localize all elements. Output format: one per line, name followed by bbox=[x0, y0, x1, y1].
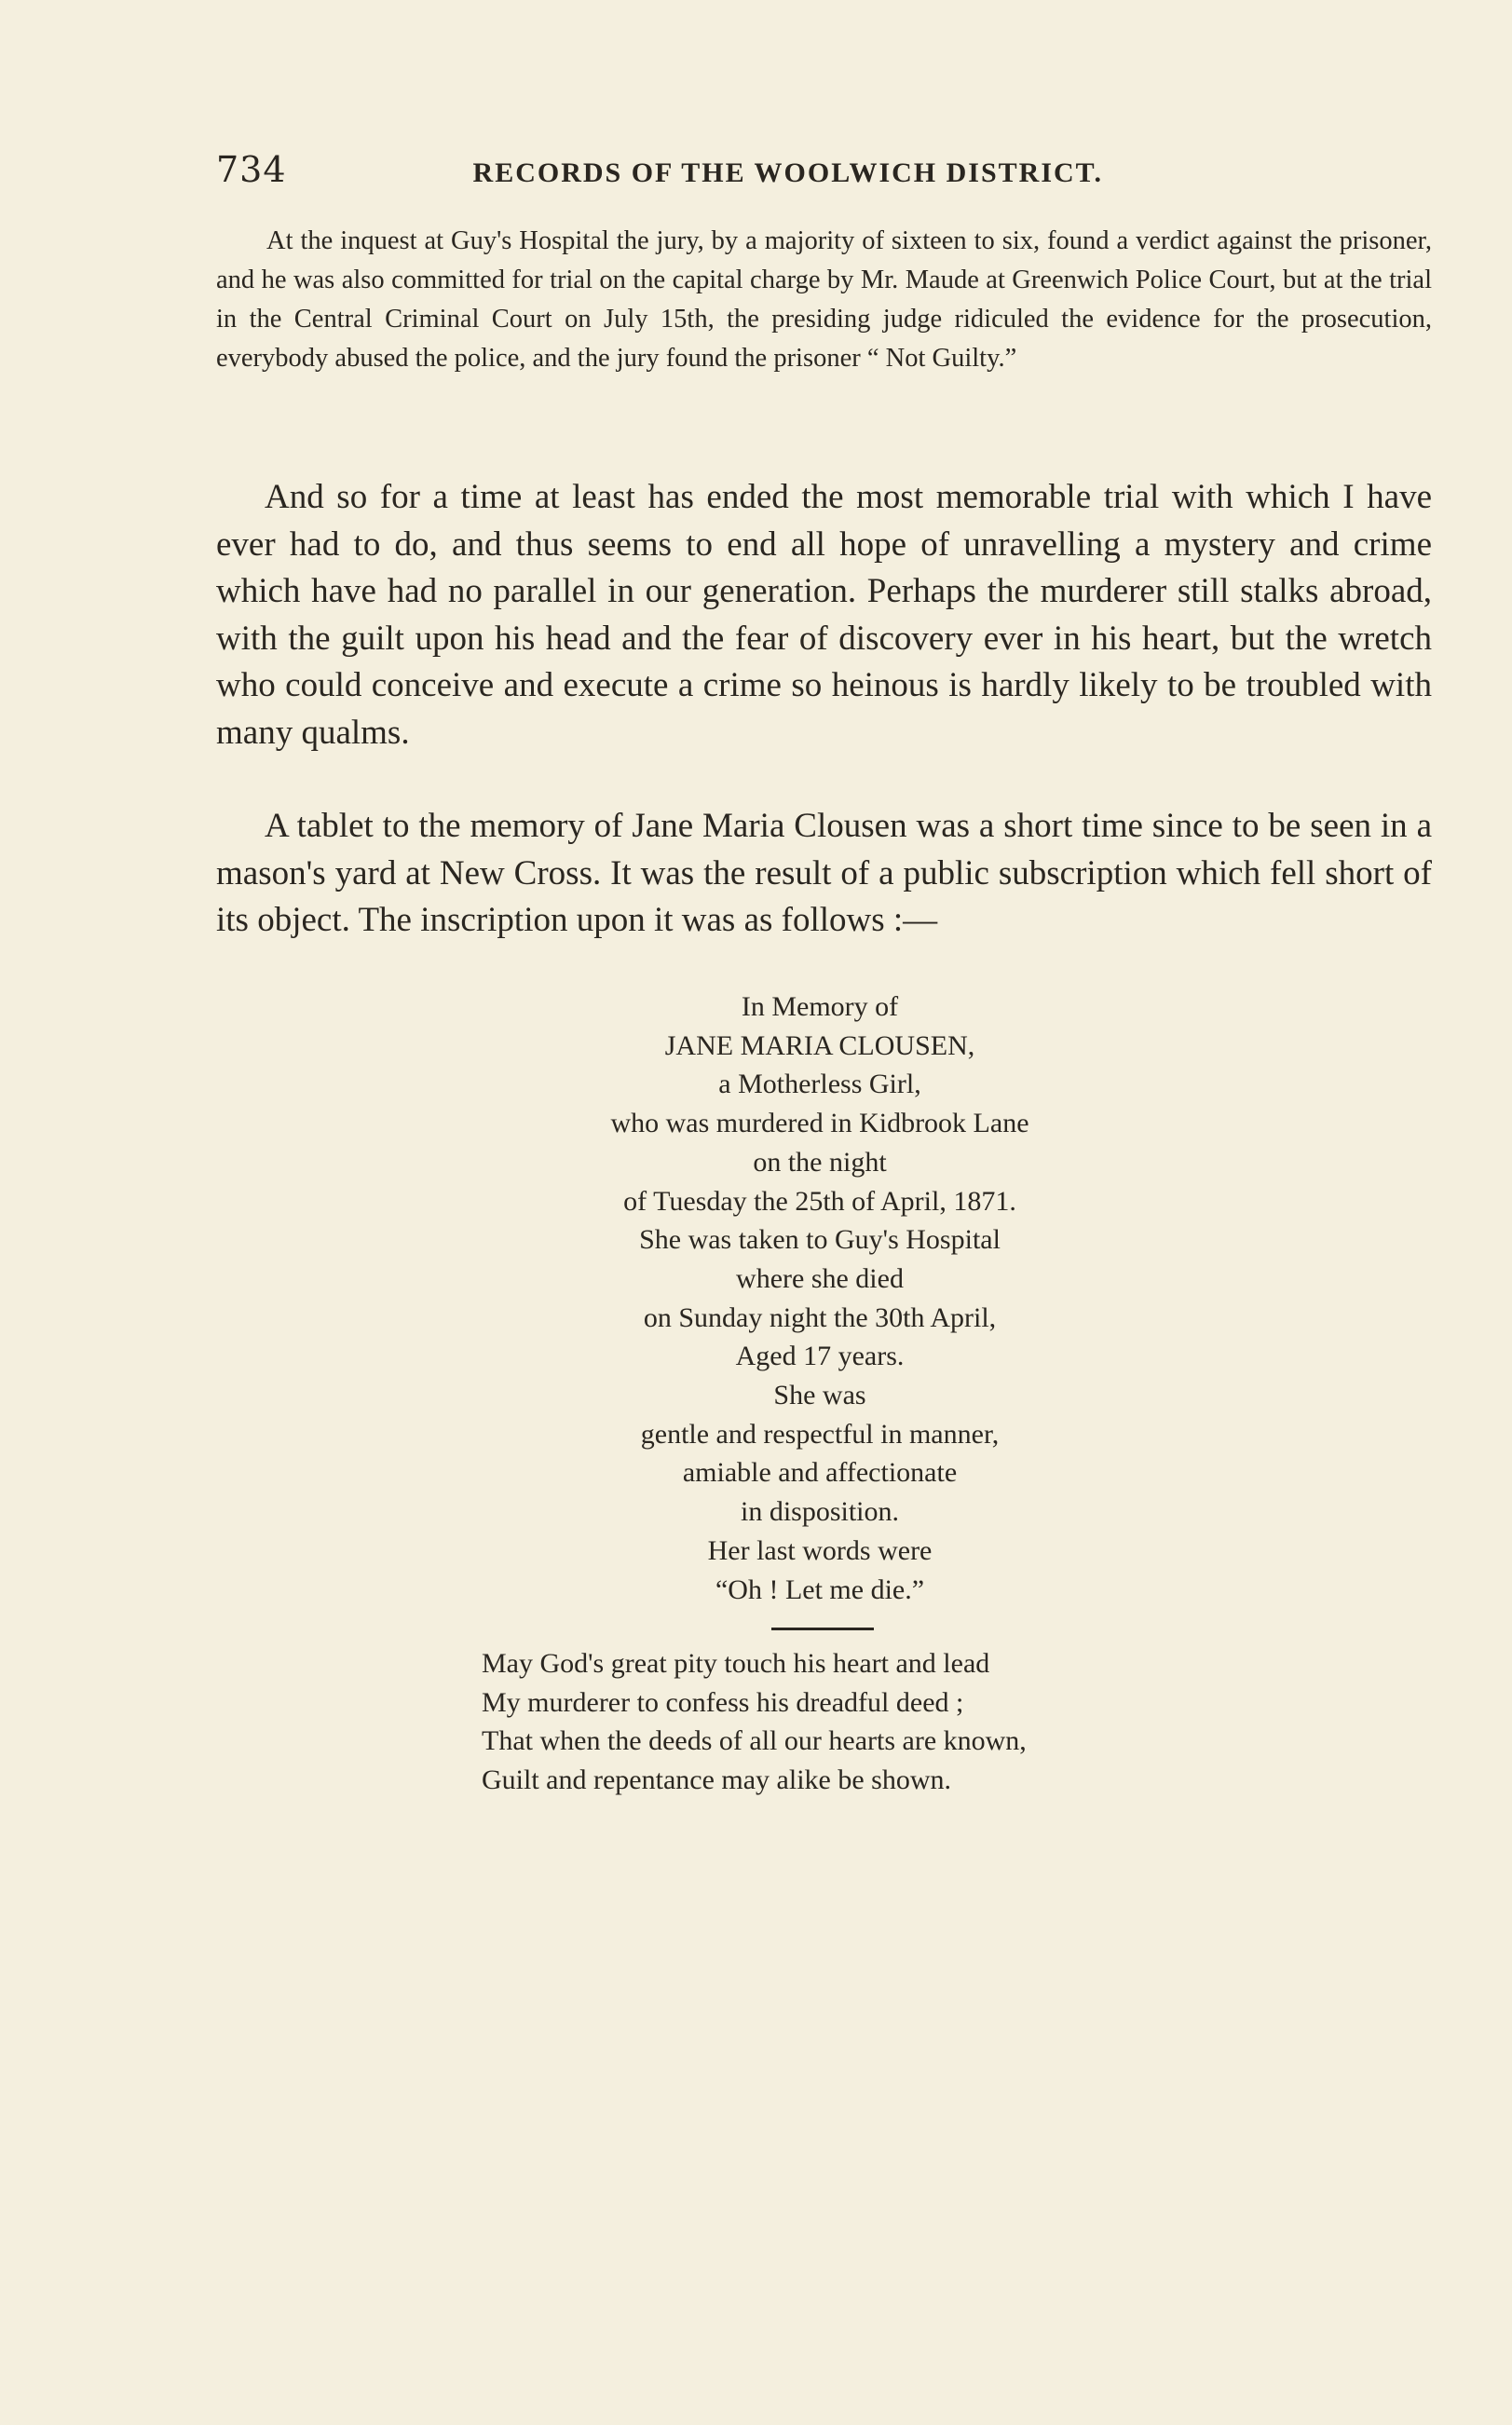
inscription-line: Aged 17 years. bbox=[735, 1341, 905, 1372]
inscription-line: In Memory of bbox=[741, 991, 899, 1022]
inscription-line: in disposition. bbox=[740, 1496, 900, 1528]
page-header bbox=[216, 149, 1430, 190]
verse-line: My murderer to confess his dreadful deed ; bbox=[482, 1686, 964, 1718]
inscription-line: where she died bbox=[736, 1262, 904, 1294]
section-divider bbox=[771, 1628, 874, 1630]
verse-line: That when the deeds of all our hearts are known, bbox=[482, 1725, 1027, 1756]
inscription-line: She was bbox=[773, 1380, 866, 1411]
inscription-line: on Sunday night the 30th April, bbox=[643, 1301, 997, 1333]
verse-line: Guilt and repentance may alike be shown. bbox=[482, 1764, 951, 1795]
inscription-line: She was taken to Guy's Hospital bbox=[639, 1224, 1001, 1256]
inquest-paragraph: At the inquest at Guy's Hospital the jury, by a majority of sixteen to six, found a verdict against the prisoner, and he was also committed for trial on the capital charge by Mr. Maude at Greenwich Police Court, but at the trial in the Central Criminal Court on July 15th, the presiding judge ridiculed the evidence for the prosecution, everybody abused the police, and the jury found the prisoner “ Not Guilty.” bbox=[216, 226, 1432, 373]
memorable-trial-paragraph: And so for a time at least has ended the most memorable trial with which I have ever had to do, and thus seems to end all hope of unravelling a mystery and crime which have had no parallel in our generation. Perhaps the murderer still stalks abroad, with the guilt upon his head and the fear of discovery ever in his heart, but the wretch who could conceive and execute a crime so heinous is hardly likely to be troubled with many qualms. bbox=[216, 478, 1432, 752]
inscription-line: Her last words were bbox=[707, 1534, 933, 1566]
running-title: RECORDS OF THE WOOLWICH DISTRICT. bbox=[472, 157, 1103, 188]
inscription-line: JANE MARIA CLOUSEN, bbox=[664, 1029, 975, 1061]
tablet-inscription bbox=[447, 988, 1192, 1609]
inscription-line: on the night bbox=[753, 1146, 887, 1178]
inscription-line: of Tuesday the 25th of April, 1871. bbox=[623, 1185, 1016, 1217]
inscription-line: who was murdered in Kidbrook Lane bbox=[610, 1108, 1029, 1139]
inscription-line: “Oh ! Let me die.” bbox=[715, 1574, 925, 1605]
verse-line: May God's great pity touch his heart and lead bbox=[482, 1648, 990, 1679]
inscription-line: a Motherless Girl, bbox=[718, 1069, 921, 1100]
inscription-line: amiable and affectionate bbox=[682, 1457, 958, 1489]
page-number: 734 bbox=[216, 149, 287, 190]
inscription-line: gentle and respectful in manner, bbox=[640, 1418, 1000, 1450]
tablet-paragraph: A tablet to the memory of Jane Maria Clousen was a short time since to be seen in a mason's yard at New Cross. It was the result of a public subscription which fell short of its object. The inscription upon it was as follows :— bbox=[216, 807, 1432, 939]
verse bbox=[482, 1644, 1227, 1799]
